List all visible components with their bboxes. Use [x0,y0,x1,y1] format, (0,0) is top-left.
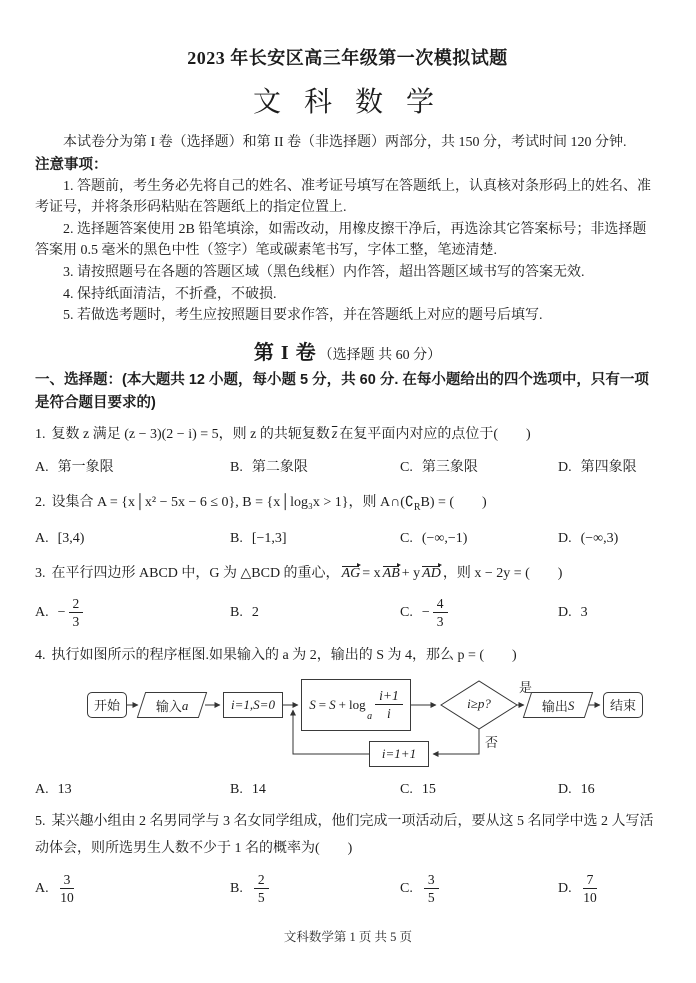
question-3-stem [35,561,660,586]
option-c: C. $\frac{3}{5}$ [400,872,558,906]
question-4-stem [35,643,660,668]
option-b: B. [−1,3] [230,530,287,546]
fraction: $\frac{2}{3}$ [69,596,84,630]
section-subtitle: （选择题 共 60 分） [318,347,442,363]
question-2-text: 设集合 A = {x│x² − 5x − 6 ≤ 0}, B = {x│log₃x > 1}，则 A∩(∁ [51,494,414,510]
notice-item-5: 5. 若做选考题时，考生应按照题目要求作答，并在答题纸上对应的题号后填写. [63,308,543,324]
option-b: B. $\frac{2}{5}$ [230,872,400,906]
option-a: A. $\frac{3}{10}$ [35,871,74,906]
flow-accumulate-node: S = S + log $_a$ $\frac{i+1}{i}$ [301,679,411,731]
option-a: A. − $\frac{2}{3}$ [35,596,230,630]
flow-no-label: 否 [485,734,499,750]
question-3-options [35,592,660,634]
flow-increment-node: i=1+1 [369,741,429,767]
question-4 [35,643,660,798]
question-3-text: 在平行四边形 ABCD 中，G 为 △BCD 的重心， [51,565,340,581]
option-c: C. (−∞,−1) [400,530,468,546]
question-1-text-end: 在复平面内对应的点位于( ) [339,426,531,442]
question-1-stem [35,422,660,447]
option-d: D. (−∞,3) [558,530,619,546]
question-5-number: 5. [35,813,46,829]
option-d: D. $\frac{7}{10}$ [558,871,597,906]
question-3 [35,561,660,634]
flow-condition-node: i≥p? [467,695,491,711]
question-1-text: 复数 z 满足 (z − 3)(2 − i) = 5，则 z 的共轭复数 [51,426,330,442]
option-d: D. 第四象限 [558,459,637,475]
equation-part: = x [362,565,381,581]
question-2-text-end: B) = ( ) [420,494,487,510]
subject-title: 文 科 数 学 [252,87,442,118]
option-c: C. − $\frac{4}{3}$ [400,596,558,630]
vector-AG: AG [341,565,361,581]
complement-subscript: R [413,501,421,513]
exam-title: 2023 年长安区高三年级第一次模拟试题 [187,48,508,68]
notice-item-1: 1. 答题前，考生务必先将自己的姓名、准考证号填写在答题纸上，认真核对条形码上的姓名、准考证号，并将条形码粘贴在答题纸上的指定位置上. [35,178,651,216]
intro-text: 本试卷分为第 I 卷（选择题）和第 II 卷（非选择题）两部分，共 150 分，考试时间 120 分钟. [63,135,627,150]
option-c: C. 15 [400,781,436,797]
section-title: 第 I 卷 [253,341,317,364]
notice-heading: 注意事项： [35,156,108,173]
minus-sign: − [421,604,430,620]
option-d: D. 16 [558,781,595,797]
notice-item-4: 4. 保持纸面清洁，不折叠，不破损. [63,286,277,302]
question-3-text-end: ，则 x − 2y = ( ) [442,565,563,581]
page-footer: 文科数学第 1 页 共 5 页 [283,930,413,944]
question-2-options [35,531,660,547]
option-b: B. 2 [230,604,259,620]
question-1 [35,422,660,476]
option-a: A. 第一象限 [35,459,114,475]
question-2 [35,489,660,547]
flow-output-node: 输出 S [523,692,593,718]
question-4-text: 执行如图所示的程序框图.如果输入的 a 为 2，输出的 S 为 4，那么 p = ( ) [51,647,517,663]
fraction: $\frac{4}{3}$ [433,596,448,630]
part1-header: 一、选择题：(本大题共 12 小题，每小题 5 分，共 60 分. 在每小题给出的四个选项中，只有一项是符合题目要求的) [35,371,649,411]
flow-end-node: 结束 [603,692,643,718]
section-header [35,336,660,365]
fraction: $\frac{7}{10}$ [583,871,597,906]
equation-part2: + y [401,565,421,581]
notice-item-3: 3. 请按照题号在各题的答题区域（黑色线框）内作答，超出答题区域书写的答案无效. [63,264,585,280]
flow-input-node: 输入 a [137,692,207,718]
option-b: B. 14 [230,781,266,797]
fraction: $\frac{3}{10}$ [60,871,74,906]
notice-item-2: 2. 选择题答案使用 2B 铅笔填涂，如需改动，用橡皮擦干净后，再选涂其它答案标号；非选择题答案用 0.5 毫米的黑色中性（签字）笔或碳素笔书写，字体工整，笔迹清楚. [35,221,647,259]
flow-yes-label: 是 [519,679,533,695]
question-3-number: 3. [35,565,46,581]
flow-init-node: i=1,S=0 [223,692,283,718]
option-d: D. 3 [558,604,588,620]
question-5-options [35,868,660,910]
question-4-number: 4. [35,647,46,663]
vector-AB: AB [382,565,400,581]
question-2-stem [35,489,660,522]
question-4-options [35,782,660,798]
fraction: $\frac{i+1}{i}$ [375,688,403,722]
option-a: A. 13 [35,781,72,797]
option-b: B. 第二象限 [230,459,308,475]
option-c: C. 第三象限 [400,459,478,475]
option-a: A. [3,4) [35,530,85,546]
question-5-text: 某兴趣小组由 2 名男同学与 3 名女同学组成，他们完成一项活动后，要从这 5 名同学中选 2 人写活动体会，则所选男生人数不少于 1 名的概率为( ) [35,813,654,856]
question-5-stem [35,808,660,862]
program-flowchart [81,676,651,773]
question-5 [35,808,660,910]
flow-start-node: 开始 [87,692,127,718]
question-1-number: 1. [35,426,46,442]
question-1-options [35,456,660,476]
vector-AD: AD [422,565,441,581]
fraction: $\frac{3}{5}$ [424,872,439,906]
fraction: $\frac{2}{5}$ [254,872,269,906]
question-2-number: 2. [35,494,46,510]
minus-sign: − [57,604,66,620]
conjugate-z-symbol: $\overline{z}$ [331,426,338,442]
